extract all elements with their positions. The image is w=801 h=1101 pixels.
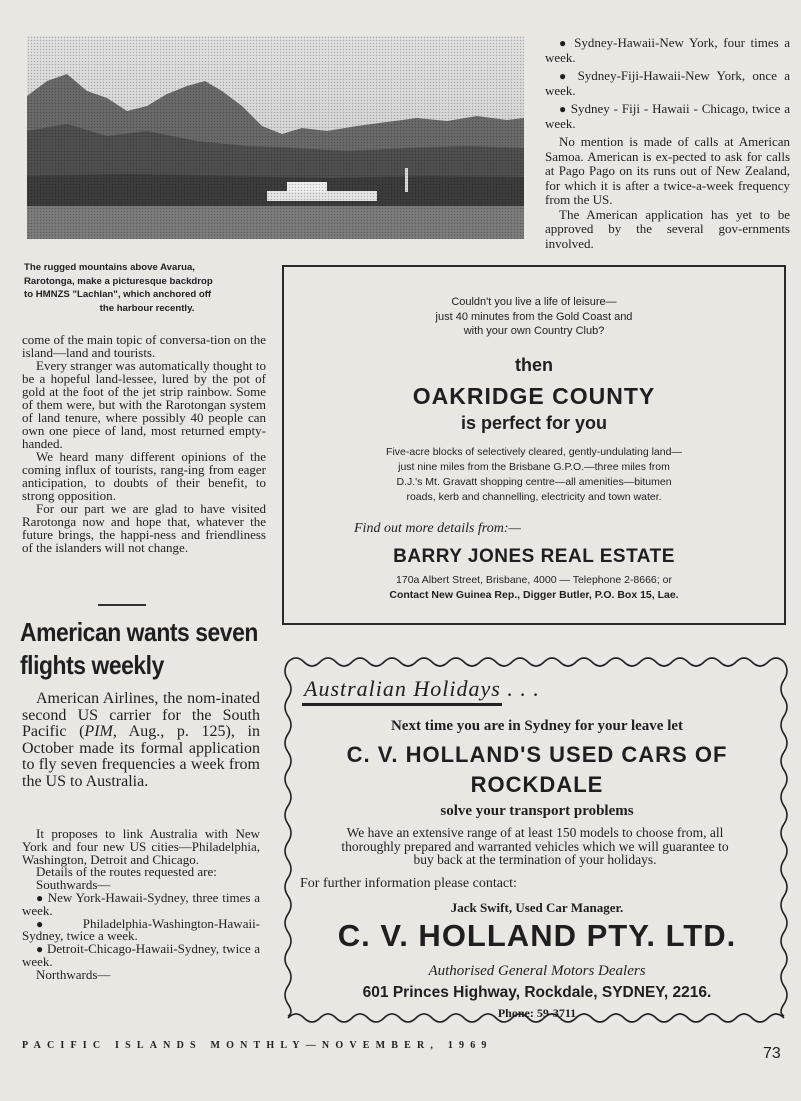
bullet-icon: ● — [36, 890, 44, 905]
ad-next-time: Next time you are in Sydney for your leave let — [390, 718, 684, 734]
article-headline — [20, 616, 258, 682]
northwards-label: Northwards— — [36, 966, 111, 982]
pim-reference: PIM — [84, 723, 113, 741]
paragraph: Every stranger was automatically thought to be a hopeful land-lessee, lured by the pot of gold at the foot of the jet strip rainbow. Some of them were, but with the Rarotongan system of land tenure, where possibly 40 people can own one piece of land, most returned empty-handed. — [22, 358, 266, 451]
route-item: ● Sydney - Fiji - Hawaii - Chicago, twice a week. — [545, 101, 790, 131]
ad-then: then — [515, 355, 553, 375]
paragraph: come of the main topic of conversa-tion on the island—land and tourists. — [22, 332, 266, 360]
bullet-icon: ● — [559, 36, 569, 50]
photo-caption — [24, 261, 270, 315]
left-column-text — [22, 333, 266, 554]
ad-holidays-heading: Australian Holidays . . . — [304, 676, 540, 701]
section-divider — [98, 604, 146, 606]
intro-paragraph: American Airlines, the nom-inated second US carrier for the South Pacific (PIM, Aug., p. 125), in October made its formal application to fly seven frequencies a week from the US to Australia. — [22, 690, 260, 790]
route-item: ● New York-Hawaii-Sydney, three times a week. — [22, 889, 261, 918]
caption-line-3: to HMNZS "Lachlan", which anchored off — [24, 289, 212, 300]
headline-line-1: American wants seven — [20, 617, 258, 647]
route-item: ● Philadelphia-Washington-Hawaii-Sydney, twice a week. — [22, 915, 261, 944]
ad-agent: BARRY JONES REAL ESTATE — [393, 546, 675, 567]
bullet-icon: ● — [36, 916, 62, 931]
southwards-label: Southwards— — [36, 877, 111, 893]
route-item: ● Detroit-Chicago-Hawaii-Sydney, twice a week. — [22, 941, 260, 969]
paragraph: It proposes to link Australia with New York and four new US cities—Philadelphia, Washington, Detroit and Chicago. — [22, 826, 260, 867]
article-intro — [22, 691, 260, 791]
article-body — [22, 828, 260, 982]
oakridge-advertisement — [282, 265, 786, 625]
ad-rockdale: ROCKDALE — [470, 772, 604, 797]
paragraph: The American application has yet to be approved by the several gov-ernments involved. — [545, 206, 790, 251]
ad-company-address: 601 Princes Highway, Rockdale, SYDNEY, 2216. — [362, 984, 712, 1001]
heading-underline — [302, 703, 502, 706]
paragraph: Details of the routes requested are: — [36, 864, 217, 880]
bullet-icon: ● — [559, 69, 571, 83]
ad-further-info: For further information please contact: — [300, 876, 517, 891]
paragraph: No mention is made of calls at American Samoa. American is ex-pected to ask for calls at Pago Pago on its runs out of New Zealand, for which it is after a twice-a-week frequency from the US. — [545, 134, 790, 207]
ad-question: Couldn't you live a life of leisure— just 40 minutes from the Gold Coast and with your own Country Club? — [435, 296, 633, 337]
headline-line-2: flights weekly — [20, 650, 164, 680]
ad-company-name: C. V. HOLLAND PTY. LTD. — [337, 918, 737, 953]
route-item: ● Sydney-Fiji-Hawaii-New York, once a week. — [545, 68, 791, 98]
route-item: ● Sydney-Hawaii-New York, four times a week. — [545, 35, 790, 65]
ad-perfect: is perfect for you — [460, 413, 608, 433]
right-column-text — [545, 36, 790, 255]
ad-manager: Jack Swift, Used Car Manager. — [450, 900, 624, 915]
ad-body: We have an extensive range of at least 150 models to choose from, all thoroughly prepared and warranted vehicles which we will guarantee to buy back at the termination of your holidays. — [341, 825, 729, 867]
caption-line-4: the harbour recently. — [99, 302, 195, 314]
ad-find-out: Find out more details from:— — [354, 521, 521, 536]
ad-oakridge-title: OAKRIDGE COUNTY — [412, 383, 656, 409]
caption-line-1: The rugged mountains above Avarua, — [24, 262, 195, 273]
page-number: 73 — [763, 1045, 781, 1062]
paragraph: We heard many different opinions of the coming influx of tourists, rang-ing from eager anticipation, to doubts of their benefit, to strong opposition. — [22, 449, 266, 503]
caption-line-2: Rarotonga, make a picturesque backdrop — [24, 275, 213, 287]
ad-description: Five-acre blocks of selectively cleared, gently-undulating land— just nine miles from the Brisbane G.P.O.—three miles from D.J.'s Mt. Gravatt shopping centre—all amenities—bitumen roads, kerb and channelling, electricity and town water. — [386, 446, 682, 503]
ad-address: 170a Albert Street, Brisbane, 4000 — Telephone 2-8666; or Contact New Guinea Rep., Digger Butler, P.O. Box 15, Lae. — [389, 574, 679, 601]
bullet-icon: ● — [36, 942, 44, 957]
page-footer: PACIFIC ISLANDS MONTHLY—NOVEMBER, 1969 — [22, 1040, 493, 1051]
paragraph: For our part we are glad to have visited Rarotonga now and hope that, whatever the future brings, the happi-ness and friendliness of the islanders will not change. — [22, 501, 266, 555]
ad-used-cars: C. V. HOLLAND'S USED CARS OF — [346, 742, 728, 767]
bullet-icon: ● — [559, 102, 567, 116]
ad-dealers: Authorised General Motors Dealers — [428, 963, 646, 979]
holland-advertisement — [284, 654, 790, 1026]
harbour-photo — [27, 36, 524, 239]
ad-phone: Phone: 59-3711 — [497, 1006, 577, 1020]
ad-transport: solve your transport problems — [440, 803, 634, 819]
